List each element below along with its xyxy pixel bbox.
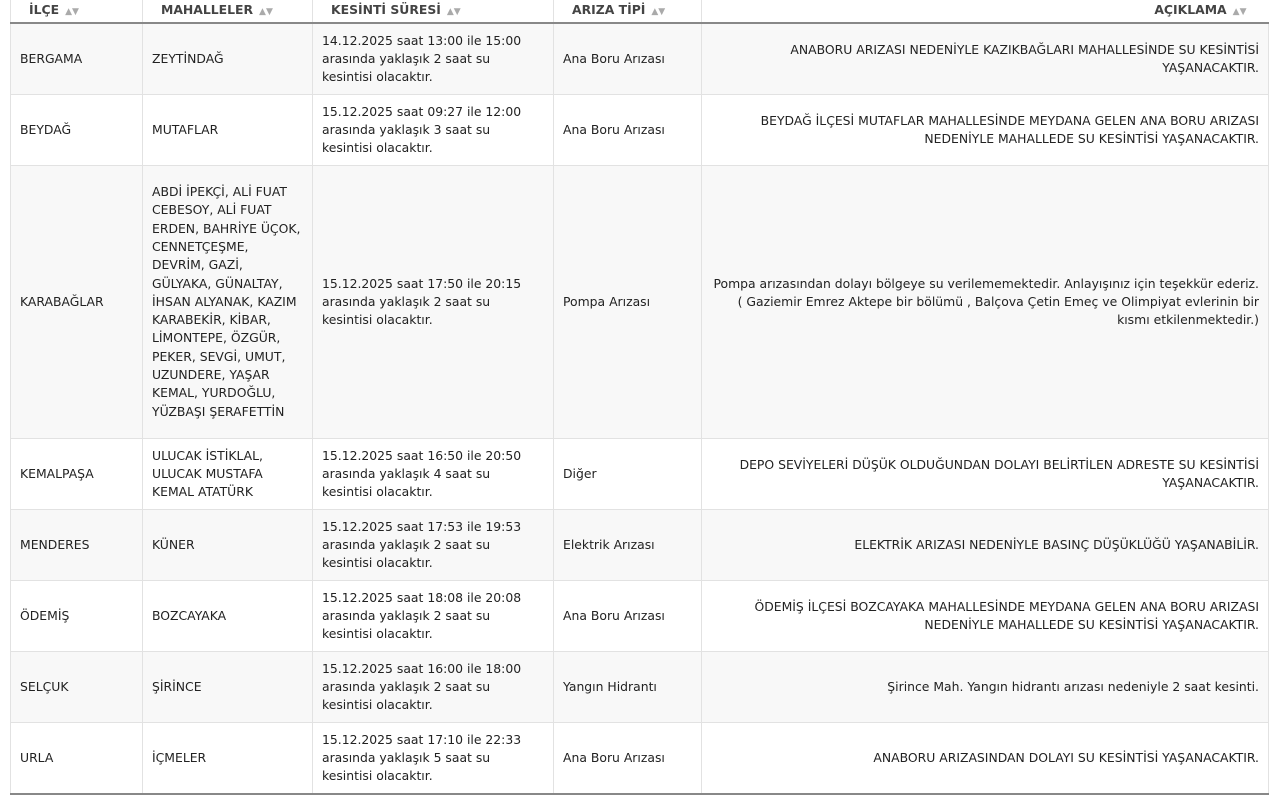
- cell-ariza-tipi: Ana Boru Arızası: [554, 95, 702, 166]
- cell-aciklama: ÖDEMİŞ İLÇESİ BOZCAYAKA MAHALLESİNDE MEYDANA GELEN ANA BORU ARIZASI NEDENİYLE MAHALLEDE SU KESİNTİSİ YAŞANACAKTIR.: [702, 581, 1269, 652]
- cell-ariza-tipi: Ana Boru Arızası: [554, 23, 702, 95]
- cell-kesinti-suresi: 15.12.2025 saat 17:50 ile 20:15 arasında yaklaşık 2 saat su kesintisi olacaktır.: [313, 166, 554, 439]
- cell-ilce: SELÇUK: [11, 652, 143, 723]
- cell-ariza-tipi: Yangın Hidrantı: [554, 652, 702, 723]
- cell-kesinti-suresi: 15.12.2025 saat 17:53 ile 19:53 arasında yaklaşık 2 saat su kesintisi olacaktır.: [313, 510, 554, 581]
- header-ariza-tipi[interactable]: ARIZA TİPİ ▲▼: [554, 0, 702, 23]
- table-row: [11, 95, 1269, 166]
- cell-aciklama: Pompa arızasından dolayı bölgeye su verilememektedir. Anlayışınız için teşekkür ederiz. ( Gaziemir Emrez Aktepe bir bölümü , Balçova Çetin Emeç ve Olimpiyat evlerinin bir kısmı etkilenmektedir.): [702, 166, 1269, 439]
- cell-kesinti-suresi: 14.12.2025 saat 13:00 ile 15:00 arasında yaklaşık 2 saat su kesintisi olacaktır.: [313, 23, 554, 95]
- cell-kesinti-suresi: 15.12.2025 saat 09:27 ile 12:00 arasında yaklaşık 3 saat su kesintisi olacaktır.: [313, 95, 554, 166]
- cell-ilce: KEMALPAŞA: [11, 439, 143, 510]
- cell-mahalleler: BOZCAYAKA: [143, 581, 313, 652]
- header-kesinti-suresi[interactable]: KESİNTİ SÜRESİ ▲▼: [313, 0, 554, 23]
- cell-ariza-tipi: Ana Boru Arızası: [554, 581, 702, 652]
- outage-table: [10, 0, 1269, 795]
- cell-ilce: KARABAĞLAR: [11, 166, 143, 439]
- cell-ariza-tipi: Pompa Arızası: [554, 166, 702, 439]
- cell-aciklama: DEPO SEVİYELERİ DÜŞÜK OLDUĞUNDAN DOLAYI BELİRTİLEN ADRESTE SU KESİNTİSİ YAŞANACAKTIR.: [702, 439, 1269, 510]
- cell-kesinti-suresi: 15.12.2025 saat 17:10 ile 22:33 arasında yaklaşık 5 saat su kesintisi olacaktır.: [313, 723, 554, 795]
- cell-mahalleler: ŞİRİNCE: [143, 652, 313, 723]
- cell-mahalleler: İÇMELER: [143, 723, 313, 795]
- cell-ariza-tipi: Ana Boru Arızası: [554, 723, 702, 795]
- cell-aciklama: ANABORU ARIZASINDAN DOLAYI SU KESİNTİSİ YAŞANACAKTIR.: [702, 723, 1269, 795]
- sort-icon[interactable]: ▲▼: [259, 7, 273, 17]
- cell-ilce: BERGAMA: [11, 23, 143, 95]
- table-row: [11, 581, 1269, 652]
- cell-kesinti-suresi: 15.12.2025 saat 18:08 ile 20:08 arasında yaklaşık 2 saat su kesintisi olacaktır.: [313, 581, 554, 652]
- cell-kesinti-suresi: 15.12.2025 saat 16:00 ile 18:00 arasında yaklaşık 2 saat su kesintisi olacaktır.: [313, 652, 554, 723]
- cell-ariza-tipi: Elektrik Arızası: [554, 510, 702, 581]
- table-row: [11, 166, 1269, 439]
- cell-ariza-tipi: Diğer: [554, 439, 702, 510]
- sort-icon[interactable]: ▲▼: [651, 7, 666, 17]
- cell-mahalleler: KÜNER: [143, 510, 313, 581]
- cell-ilce: MENDERES: [11, 510, 143, 581]
- header-row: [11, 0, 1269, 23]
- table-row: [11, 510, 1269, 581]
- cell-ilce: URLA: [11, 723, 143, 795]
- cell-kesinti-suresi: 15.12.2025 saat 16:50 ile 20:50 arasında yaklaşık 4 saat su kesintisi olacaktır.: [313, 439, 554, 510]
- cell-aciklama: ELEKTRİK ARIZASI NEDENİYLE BASINÇ DÜŞÜKLÜĞÜ YAŞANABİLİR.: [702, 510, 1269, 581]
- cell-mahalleler: ABDİ İPEKÇİ, ALİ FUAT CEBESOY, ALİ FUAT ERDEN, BAHRİYE ÜÇOK, CENNETÇEŞME, DEVRİM, GAZİ, GÜLYAKA, GÜNALTAY, İHSAN ALYANAK, KAZIM KARABEKİR, KİBAR, LİMONTEPE, ÖZGÜR, PEKER, SEVGİ, UMUT, UZUNDERE, YAŞAR KEMAL, YURDOĞLU, YÜZBAŞI ŞERAFETTİN: [143, 166, 313, 439]
- table-row: [11, 652, 1269, 723]
- header-mahalleler[interactable]: MAHALLELER ▲▼: [143, 0, 313, 23]
- sort-icon[interactable]: ▲▼: [446, 7, 461, 17]
- table-row: [11, 439, 1269, 510]
- cell-aciklama: BEYDAĞ İLÇESİ MUTAFLAR MAHALLESİNDE MEYDANA GELEN ANA BORU ARIZASI NEDENİYLE MAHALLEDE SU KESİNTİSİ YAŞANACAKTIR.: [702, 95, 1269, 166]
- sort-icon[interactable]: ▲▼: [65, 7, 79, 17]
- cell-mahalleler: ULUCAK İSTİKLAL, ULUCAK MUSTAFA KEMAL ATATÜRK: [143, 439, 313, 510]
- table-row: [11, 723, 1269, 795]
- header-ilce[interactable]: İLÇE ▲▼: [11, 0, 143, 23]
- table-row: [11, 23, 1269, 95]
- cell-aciklama: ANABORU ARIZASI NEDENİYLE KAZIKBAĞLARI MAHALLESİNDE SU KESİNTİSİ YAŞANACAKTIR.: [702, 23, 1269, 95]
- cell-aciklama: Şirince Mah. Yangın hidrantı arızası nedeniyle 2 saat kesinti.: [702, 652, 1269, 723]
- cell-ilce: ÖDEMİŞ: [11, 581, 143, 652]
- sort-icon[interactable]: ▲▼: [1232, 7, 1247, 17]
- cell-mahalleler: MUTAFLAR: [143, 95, 313, 166]
- header-aciklama[interactable]: AÇIKLAMA ▲▼: [702, 0, 1269, 23]
- cell-ilce: BEYDAĞ: [11, 95, 143, 166]
- cell-mahalleler: ZEYTİNDAĞ: [143, 23, 313, 95]
